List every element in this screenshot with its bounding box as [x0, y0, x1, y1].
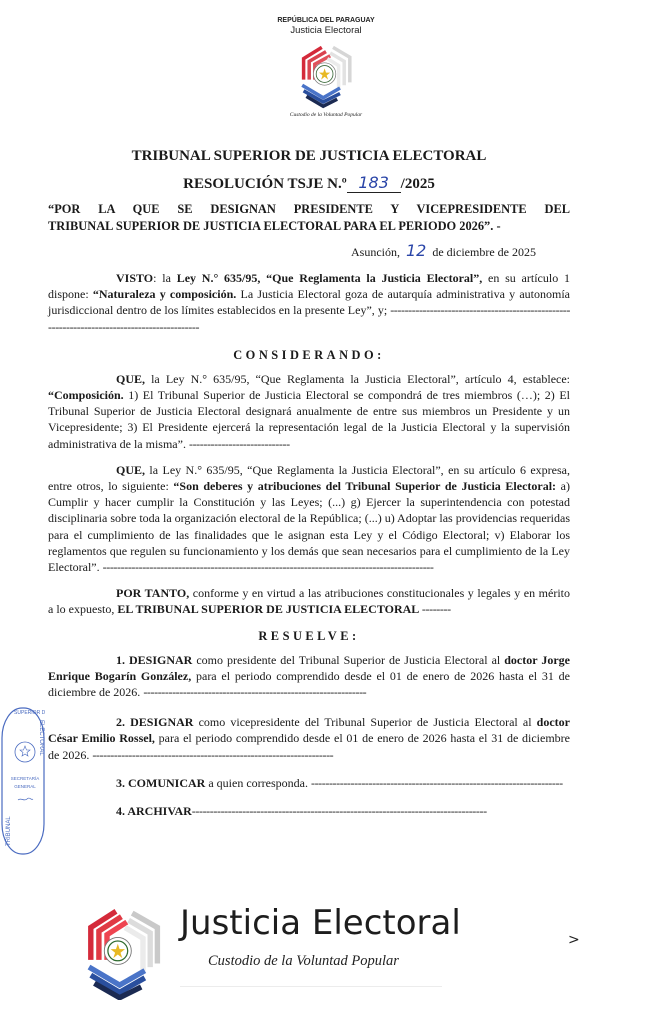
- document-body: [48, 146, 570, 819]
- resuelve-article-1: [48, 652, 570, 701]
- stamp-center-2: GENERAL: [14, 784, 36, 789]
- que1-text-2: 1) El Tribunal Superior de Justicia Electoral se compondrá de tres miembros (…); 2) El Tribunal Superior de Justicia Electoral designará anualmente de entre sus miembros un Presidente y un Vicepresidente; 3) El Presidente ejercerá la representación legal de la Justicia Electoral y la supervisión administrativa de la misma”.: [48, 388, 570, 451]
- resuelve-article-2: [48, 714, 570, 763]
- que1-dashes: ----------------------------: [188, 436, 290, 451]
- visto-dashes: --------------------------------------------------------------------------------------------: [48, 303, 570, 334]
- art4-lead: 4. ARCHIVAR: [116, 804, 192, 819]
- resolution-date: [48, 241, 570, 262]
- resuelve-heading: RESUELVE:: [258, 628, 360, 643]
- que1-composicion: “Composición.: [48, 388, 124, 403]
- por-tanto-lead: POR TANTO,: [116, 586, 190, 601]
- resuelve-article-4: [48, 803, 570, 819]
- visto-nature: “Naturaleza y composición.: [92, 287, 237, 302]
- stamp-ring-left: TRIBUNAL: [6, 816, 12, 846]
- por-tanto-tribunal: EL TRIBUNAL SUPERIOR DE JUSTICIA ELECTORAL: [117, 602, 420, 617]
- resuelve-article-3: [48, 775, 570, 791]
- resolution-number-line: [48, 174, 570, 194]
- visto-text-3: La Justicia Electoral goza de autarquía administrativa y autonomía jurisdiccional dentro de los límites establecidos en la presente Ley”, y;: [48, 287, 571, 318]
- footer-divider: [180, 986, 442, 987]
- stamp-ring-right: ELECTORAL: [38, 720, 44, 756]
- considerando-que-2: [48, 462, 570, 575]
- secretaria-general-stamp-icon: [0, 706, 46, 856]
- que1-text-1: la Ley N.° 635/95, “Que Reglamenta la Justicia Electoral”, artículo 4, establece:: [145, 371, 570, 386]
- svg-text:ELECTORAL: [38, 720, 44, 756]
- header-institution: Justicia Electoral: [290, 25, 362, 36]
- art1-lead: 1. DESIGNAR: [116, 652, 193, 667]
- resolution-subject: [48, 201, 570, 235]
- date-rest: de diciembre de 2025: [432, 245, 536, 259]
- subject-line-1: “POR LA QUE SE DESIGNAN PRESIDENTE Y VICEPRESIDENTE DEL: [48, 202, 570, 216]
- subject-line-2: TRIBUNAL SUPERIOR DE JUSTICIA ELECTORAL PARA EL PERIODO 2026”. -: [48, 219, 501, 233]
- visto-paragraph: [48, 270, 570, 335]
- header-logo: [262, 16, 390, 119]
- next-page-button[interactable]: >: [568, 932, 580, 948]
- header-motto: Custodio de la Voluntad Popular: [289, 112, 363, 118]
- footer-brand-name: Justicia Electoral: [180, 903, 461, 943]
- resolution-number: 183: [347, 174, 401, 193]
- stamp-center-1: SECRETARÍA: [10, 776, 40, 781]
- header-country: REPÚBLICA DEL PARAGUAY: [277, 17, 375, 24]
- date-city: Asunción,: [351, 245, 400, 259]
- resolution-suffix: /2025: [400, 176, 435, 192]
- que2-dashes: --------------------------------------------------------------------------------------------: [102, 560, 434, 575]
- art4-dashes: ----------------------------------------------------------------------------------: [191, 804, 487, 819]
- footer-emblem-icon: [80, 900, 170, 1000]
- art2-text-1: como vicepresidente del Tribunal Superior de Justicia Electoral al: [193, 715, 537, 730]
- por-tanto-dashes: --------: [419, 602, 451, 617]
- date-day: 12: [406, 241, 427, 260]
- art2-lead: 2. DESIGNAR: [116, 715, 194, 730]
- resolution-prefix: RESOLUCIÓN TSJE N.º: [183, 176, 347, 192]
- svg-text:TRIBUNAL: [6, 816, 12, 846]
- art3-lead: 3. COMUNICAR: [116, 775, 206, 790]
- que2-text-1: la Ley N.° 635/95, “Que Reglamenta la Justicia Electoral”, en su artículo 6 expresa, entre otros, lo siguiente:: [48, 462, 570, 494]
- considerando-heading: CONSIDERANDO:: [233, 347, 385, 362]
- art1-president-name: doctor Jorge Enrique Bogarín González,: [48, 652, 570, 683]
- visto-text-1: : la: [153, 271, 177, 285]
- art1-dashes: --------------------------------------------------------------: [143, 685, 367, 700]
- art1-text-2: para el periodo comprendido desde el 01 de enero de 2026 hasta el 31 de diciembre de 2026.: [48, 668, 570, 700]
- visto-law: Ley N.° 635/95, “Que Reglamenta la Justicia Electoral”,: [176, 271, 483, 285]
- que2-lead: QUE,: [116, 462, 146, 477]
- document-title: TRIBUNAL SUPERIOR DE JUSTICIA ELECTORAL: [131, 148, 487, 164]
- art1-text-1: como presidente del Tribunal Superior de Justicia Electoral al: [192, 652, 505, 667]
- que2-text-2: a) Cumplir y hacer cumplir la Constitución y las Leyes; (...) g) Ejercer la superintendencia con potestad disciplinaria sobre toda la organización electoral de la República; (...) u) Adoptar las providencias requeridas para el cumplimiento de las finalidades que le asignan esta Ley y el Código Electoral; v) Elaborar los reglamentos que regulen su funcionamiento y los demás que sean necesarios para el cumplimiento de la Ley Electoral”.: [48, 479, 570, 575]
- por-tanto-paragraph: [48, 585, 570, 617]
- que1-lead: QUE,: [116, 371, 146, 386]
- considerando-que-1: [48, 371, 570, 452]
- que2-deberes: “Son deberes y atribuciones del Tribunal Superior de Justicia Electoral:: [173, 479, 557, 494]
- footer-motto: Custodio de la Voluntad Popular: [208, 953, 399, 969]
- footer-brand: [80, 900, 500, 996]
- art2-vicepresident-name: doctor César Emilio Rossel,: [48, 715, 570, 746]
- visto-text-2: en su artículo 1 dispone:: [48, 271, 570, 302]
- art3-text: a quien corresponda.: [205, 775, 311, 790]
- visto-lead: VISTO: [116, 271, 154, 285]
- stamp-ring-top: SUPERIOR D: [14, 710, 46, 716]
- justicia-electoral-emblem-icon: [291, 39, 361, 109]
- por-tanto-text: conforme y en virtud a las atribuciones constitucionales y legales y en mérito a lo expuesto,: [48, 586, 570, 617]
- art2-text-2: para el periodo comprendido desde el 01 de enero de 2026 hasta el 31 de diciembre de 2026.: [48, 731, 570, 762]
- art3-dashes: ----------------------------------------------------------------------: [310, 775, 563, 790]
- art2-dashes: -------------------------------------------------------------------: [92, 747, 334, 762]
